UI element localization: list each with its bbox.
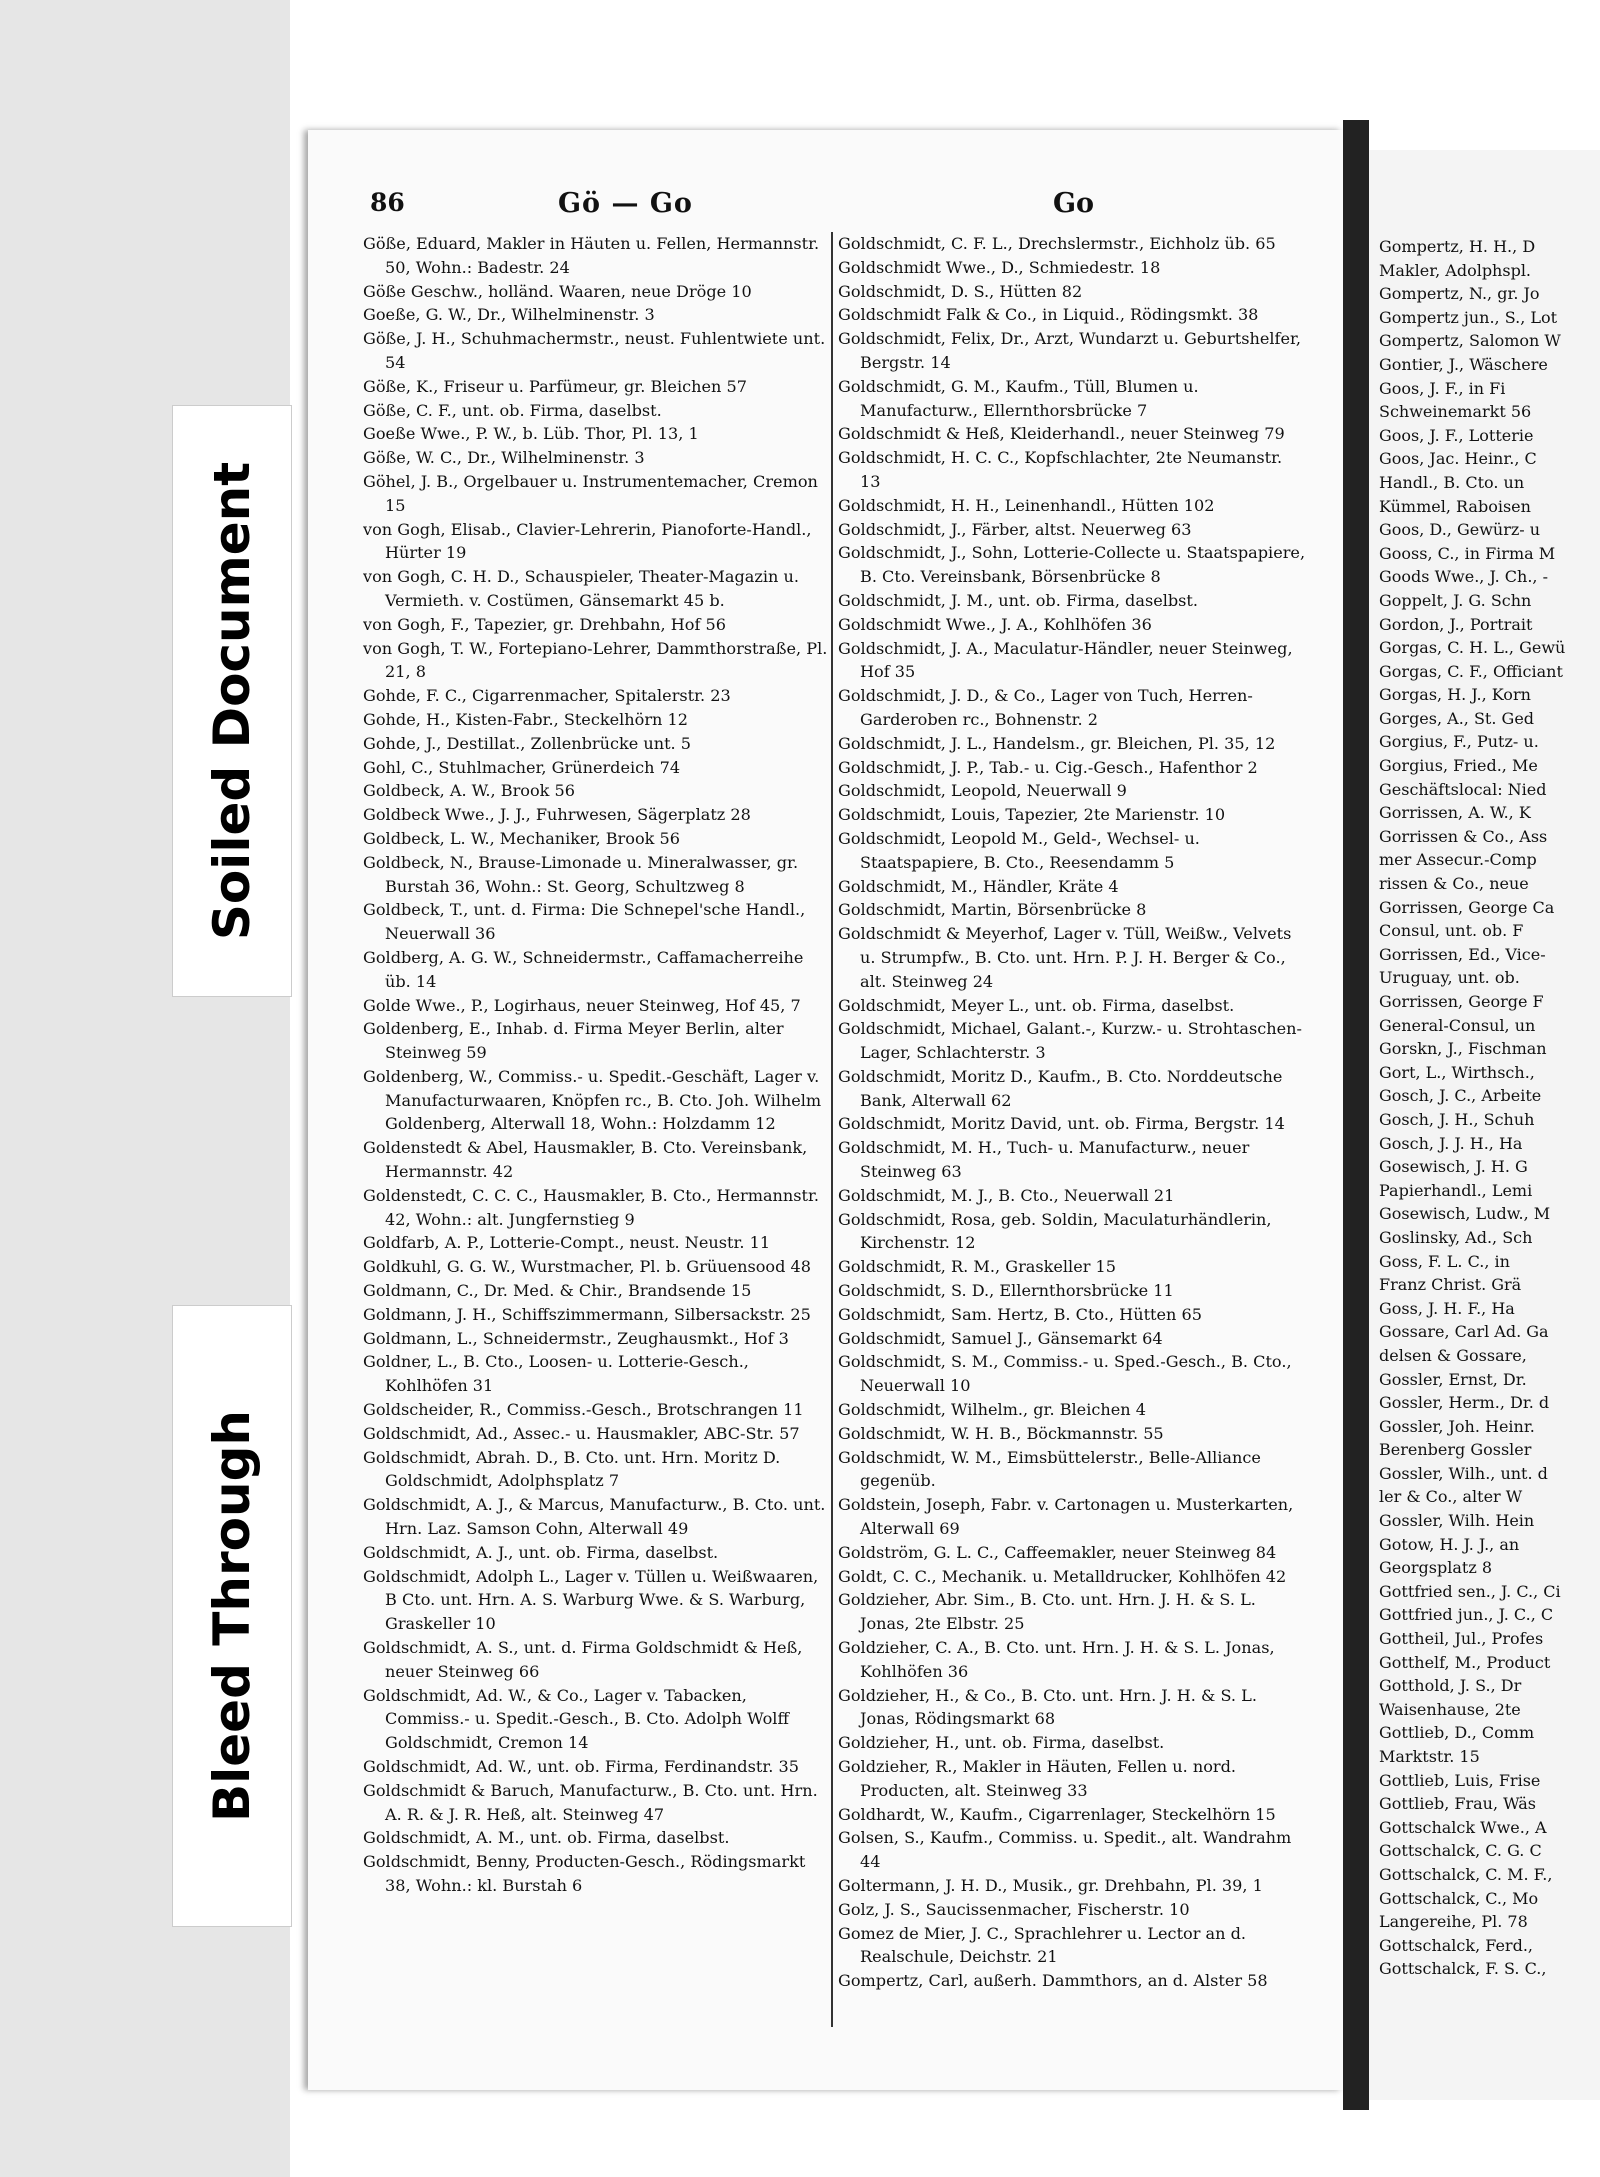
middle-column — [838, 232, 1306, 1993]
directory-entry: Goos, D., Gewürz- u — [1379, 520, 1541, 540]
directory-entry: von Gogh, F., Tapezier, gr. Drehbahn, Hof 56 — [363, 614, 727, 634]
directory-entry: Gosewisch, Ludw., M — [1379, 1204, 1551, 1224]
directory-entry: Golsen, S., Kaufm., Commiss. u. Spedit., alt. Wandrahm 44 — [838, 1828, 1292, 1872]
directory-entry: Goss, F. L. C., in — [1379, 1251, 1510, 1271]
directory-entry: Goldenstedt & Abel, Hausmakler, B. Cto. Vereinsbank, Hermannstr. 42 — [363, 1138, 808, 1182]
directory-entry: Goldzieher, H., unt. ob. Firma, daselbst. — [838, 1733, 1165, 1753]
directory-entry: delsen & Gossare, — [1379, 1345, 1527, 1365]
directory-entry: Goldt, C. C., Mechanik. u. Metalldrucker, Kohlhöfen 42 — [838, 1566, 1287, 1586]
directory-entry: Goldfarb, A. P., Lotterie-Compt., neust. Neustr. 11 — [363, 1233, 771, 1253]
directory-entry: Gottschalck Wwe., A — [1379, 1817, 1547, 1837]
directory-entry: Gotow, H. J. J., an — [1379, 1534, 1520, 1554]
directory-entry: Gohde, J., Destillat., Zollenbrücke unt. 5 — [363, 733, 692, 753]
directory-entry: Gorgius, F., Putz- u. — [1379, 732, 1539, 752]
directory-entry: Gorrissen, George Ca — [1379, 897, 1555, 917]
directory-entry: Langereihe, Pl. 78 — [1379, 1912, 1528, 1932]
directory-entry: Goldstein, Joseph, Fabr. v. Cartonagen u. Musterkarten, Alterwall 69 — [838, 1495, 1294, 1539]
directory-entry: Uruguay, unt. ob. — [1379, 968, 1520, 988]
directory-entry: Goos, J. F., Lotterie — [1379, 425, 1534, 445]
directory-entry: Goldbeck, N., Brause-Limonade u. Mineralwasser, gr. Burstah 36, Wohn.: St. Georg, Schultzweg 8 — [363, 852, 799, 896]
directory-entry: Goldner, L., B. Cto., Loosen- u. Lotterie-Gesch., Kohlhöfen 31 — [363, 1352, 749, 1396]
directory-entry: Gorgius, Fried., Me — [1379, 756, 1538, 776]
directory-entry: Goldenberg, E., Inhab. d. Firma Meyer Berlin, alter Steinweg 59 — [363, 1019, 784, 1063]
directory-entry: Gorrissen, Ed., Vice- — [1379, 944, 1546, 964]
directory-entry: Goos, J. F., in Fi — [1379, 378, 1506, 398]
directory-entry: Goldberg, A. G. W., Schneidermstr., Caffamacherreihe üb. 14 — [363, 947, 804, 991]
directory-entry: von Gogh, Elisab., Clavier-Lehrerin, Pianoforte-Handl., Hürter 19 — [363, 519, 812, 563]
directory-entry: Goldschmidt, S. M., Commiss.- u. Sped.-Gesch., B. Cto., Neuerwall 10 — [838, 1352, 1292, 1396]
directory-entry: Goldschmidt, Rosa, geb. Soldin, Maculaturhändlerin, Kirchenstr. 12 — [838, 1209, 1272, 1253]
directory-entry: Gosewisch, J. H. G — [1379, 1157, 1528, 1177]
directory-entry: Gordon, J., Portrait — [1379, 614, 1533, 634]
directory-entry: Gompertz jun., S., Lot — [1379, 307, 1558, 327]
directory-entry: Golz, J. S., Saucissenmacher, Fischerstr. 10 — [838, 1899, 1190, 1919]
directory-entry: rissen & Co., neue — [1379, 874, 1529, 894]
directory-entry: Gooss, C., in Firma M — [1379, 543, 1556, 563]
directory-page — [308, 130, 1343, 2090]
directory-entry: Gottschalck, C. G. C — [1379, 1841, 1542, 1861]
directory-entry: Goldzieher, Abr. Sim., B. Cto. unt. Hrn. J. H. & S. L. Jonas, 2te Elbstr. 25 — [838, 1590, 1256, 1634]
directory-entry: Goldschmidt, Meyer L., unt. ob. Firma, daselbst. — [838, 995, 1235, 1015]
directory-entry: Goldbeck, T., unt. d. Firma: Die Schnepel'sche Handl., Neuerwall 36 — [363, 900, 806, 944]
directory-entry: Göße, K., Friseur u. Parfümeur, gr. Bleichen 57 — [363, 376, 747, 396]
directory-entry: Goldschmidt, Wilhelm., gr. Bleichen 4 — [838, 1400, 1146, 1420]
directory-entry: Golde Wwe., P., Logirhaus, neuer Steinweg, Hof 45, 7 — [363, 995, 801, 1015]
directory-entry: Gossler, Herm., Dr. d — [1379, 1393, 1550, 1413]
directory-entry: Goldschmidt, H. C. C., Kopfschlachter, 2te Neumanstr. 13 — [838, 448, 1283, 491]
directory-entry: Goldenberg, W., Commiss.- u. Spedit.-Geschäft, Lager v. Manufacturwaaren, Knöpfen rc., B. Cto. Joh. Wilhelm Goldenberg, Alterwall 18, Wohn.: Holzdamm 12 — [363, 1066, 822, 1134]
directory-entry: Goldschmidt, A. J., unt. ob. Firma, daselbst. — [363, 1542, 719, 1562]
directory-entry: Goldschmidt, W. M., Eimsbüttelerstr., Belle-Alliance gegenüb. — [838, 1447, 1261, 1491]
directory-entry: Gorgas, C. F., Officiant — [1379, 661, 1563, 681]
directory-entry: Franz Christ. Grä — [1379, 1275, 1522, 1295]
facing-page-fragment — [1369, 150, 1600, 2100]
directory-entry: Göße, C. F., unt. ob. Firma, daselbst. — [363, 400, 662, 420]
column-divider — [831, 232, 833, 2027]
directory-entry: Goldschmidt Wwe., D., Schmiedestr. 18 — [838, 257, 1161, 277]
directory-entry: Gottheil, Jul., Profes — [1379, 1629, 1544, 1649]
directory-entry: Goldkuhl, G. G. W., Wurstmacher, Pl. b. Grüuensood 48 — [363, 1257, 811, 1277]
directory-entry: Goeße, G. W., Dr., Wilhelminenstr. 3 — [363, 305, 655, 325]
directory-entry: Goldschmidt Falk & Co., in Liquid., Rödingsmkt. 38 — [838, 305, 1259, 325]
bleed-through-text: Bleed Through — [203, 1410, 261, 1822]
directory-entry: Gottschalck, Ferd., — [1379, 1935, 1533, 1955]
directory-entry: Goldschmidt, D. S., Hütten 82 — [838, 281, 1083, 301]
directory-entry: Goldschmidt, M. H., Tuch- u. Manufacturw., neuer Steinweg 63 — [838, 1138, 1250, 1182]
directory-entry: Goldschmidt Wwe., J. A., Kohlhöfen 36 — [838, 614, 1152, 634]
directory-entry: Schweinemarkt 56 — [1379, 402, 1532, 422]
directory-entry: Goldschmidt, M., Händler, Kräte 4 — [838, 876, 1119, 896]
directory-entry: Gosch, J. C., Arbeite — [1379, 1086, 1542, 1106]
directory-entry: Goldschmidt, A. S., unt. d. Firma Goldschmidt & Heß, neuer Steinweg 66 — [363, 1638, 803, 1681]
directory-entry: Goldschmidt, Ad. W., unt. ob. Firma, Ferdinandstr. 35 — [363, 1757, 799, 1776]
directory-entry: Goldschmidt, Ad. W., & Co., Lager v. Tabacken, Commiss.- u. Spedit.-Gesch., B. Cto. Adolph Wolff Goldschmidt, Cremon 14 — [363, 1685, 789, 1753]
directory-entry: Gossler, Joh. Heinr. — [1379, 1416, 1535, 1436]
directory-entry: Goppelt, J. G. Schn — [1379, 590, 1532, 610]
running-head-left: Gö — Go — [558, 188, 693, 219]
directory-entry: Goldschmidt, S. D., Ellernthorsbrücke 11 — [838, 1281, 1174, 1301]
directory-entry: Gosch, J. J. H., Ha — [1379, 1133, 1523, 1153]
directory-entry: Gossler, Wilh., unt. d — [1379, 1463, 1548, 1483]
directory-entry: Geschäftslocal: Nied — [1379, 779, 1547, 799]
directory-entry: Gottschalck, F. S. C., — [1379, 1959, 1547, 1979]
directory-entry: Gohde, H., Kisten-Fabr., Steckelhörn 12 — [363, 709, 688, 729]
directory-entry: Goldschmidt, Louis, Tapezier, 2te Marienstr. 10 — [838, 805, 1226, 825]
page-header — [308, 188, 1343, 222]
directory-entry: Gotthelf, M., Product — [1379, 1652, 1551, 1672]
directory-entry: Goldschmidt, Felix, Dr., Arzt, Wundarzt u. Geburtshelfer, Bergstr. 14 — [838, 329, 1302, 372]
directory-entry: Goldschmidt, Ad., Assec.- u. Hausmakler, ABC-Str. 57 — [363, 1423, 800, 1443]
directory-entry: Berenberg Gossler — [1379, 1440, 1532, 1460]
directory-entry: Gohl, C., Stuhlmacher, Grünerdeich 74 — [363, 757, 681, 777]
directory-entry: Goldscheider, R., Commiss.-Gesch., Brotschrangen 11 — [363, 1400, 804, 1420]
directory-entry: Gompertz, H. H., D — [1379, 237, 1536, 256]
directory-entry: Waisenhause, 2te — [1379, 1699, 1521, 1719]
directory-entry: Gort, L., Wirthsch., — [1379, 1062, 1535, 1082]
directory-entry: Goldzieher, R., Makler in Häuten, Fellen u. nord. Producten, alt. Steinweg 33 — [838, 1757, 1237, 1800]
directory-entry: Gorrissen, George F — [1379, 992, 1544, 1011]
directory-entry: Göße Geschw., holländ. Waaren, neue Dröge 10 — [363, 281, 752, 301]
directory-entry: Gossare, Carl Ad. Ga — [1379, 1322, 1549, 1342]
directory-entry: Goslinsky, Ad., Sch — [1379, 1227, 1533, 1247]
directory-entry: Goldschmidt, G. M., Kaufm., Tüll, Blumen u. Manufacturw., Ellernthorsbrücke 7 — [838, 376, 1199, 420]
directory-entry: Gorgas, C. H. L., Gewü — [1379, 638, 1566, 658]
directory-entry: Goldschmidt, Moritz D., Kaufm., B. Cto. Norddeutsche Bank, Alterwall 62 — [838, 1066, 1283, 1110]
directory-entry: Goldschmidt, J. P., Tab.- u. Cig.-Gesch., Hafenthor 2 — [838, 757, 1258, 777]
directory-entry: Gottfried jun., J. C., C — [1379, 1605, 1554, 1625]
directory-entry: Goldschmidt, C. F. L., Drechslermstr., Eichholz üb. 65 — [838, 234, 1276, 253]
directory-entry: Goss, J. H. F., Ha — [1379, 1298, 1515, 1318]
directory-entry: Goldschmidt, J. M., unt. ob. Firma, daselbst. — [838, 590, 1199, 610]
directory-entry: Papierhandl., Lemi — [1379, 1180, 1533, 1200]
directory-entry: Goldschmidt, Martin, Börsenbrücke 8 — [838, 900, 1147, 920]
directory-entry: Gossler, Ernst, Dr. — [1379, 1369, 1527, 1389]
directory-entry: Goldschmidt, R. M., Graskeller 15 — [838, 1257, 1117, 1277]
directory-entry: Gorrissen & Co., Ass — [1379, 826, 1548, 846]
directory-entry: Goldschmidt, H. H., Leinenhandl., Hütten 102 — [838, 495, 1215, 515]
directory-entry: Gompertz, N., gr. Jo — [1379, 284, 1540, 304]
directory-entry: Goldschmidt, J., Färber, altst. Neuerweg 63 — [838, 519, 1192, 539]
directory-entry: Gomez de Mier, J. C., Sprachlehrer u. Lector an d. Realschule, Deichstr. 21 — [838, 1923, 1247, 1967]
directory-entry: Gottlieb, Frau, Wäs — [1379, 1794, 1536, 1814]
directory-entry: Goldschmidt, Michael, Galant.-, Kurzw.- u. Strohtaschen-Lager, Schlachterstr. 3 — [838, 1019, 1302, 1063]
directory-entry: Gorges, A., St. Ged — [1379, 708, 1535, 728]
running-head-right: Go — [1053, 188, 1095, 219]
directory-entry: Goldschmidt, J. L., Handelsm., gr. Bleichen, Pl. 35, 12 — [838, 733, 1276, 753]
directory-entry: Georgsplatz 8 — [1379, 1558, 1493, 1578]
directory-entry: Goldschmidt, A. M., unt. ob. Firma, daselbst. — [363, 1828, 730, 1848]
directory-entry: Gotthold, J. S., Dr — [1379, 1676, 1522, 1696]
directory-entry: Gorskn, J., Fischman — [1379, 1039, 1547, 1059]
directory-entry: Goldschmidt, Adolph L., Lager v. Tüllen u. Weißwaaren, B Cto. unt. Hrn. A. S. Warburg Wwe. & S. Warburg, Graskeller 10 — [363, 1566, 819, 1634]
directory-entry: Goldschmidt, W. H. B., Böckmannstr. 55 — [838, 1423, 1164, 1443]
directory-entry: Goldschmidt & Heß, Kleiderhandl., neuer Steinweg 79 — [838, 424, 1285, 444]
directory-entry: Goeße Wwe., P. W., b. Lüb. Thor, Pl. 13, 1 — [363, 424, 699, 444]
directory-entry: Goldmann, L., Schneidermstr., Zeughausmkt., Hof 3 — [363, 1328, 789, 1348]
directory-entry: Goods Wwe., J. Ch., - — [1379, 567, 1549, 587]
directory-entry: General-Consul, un — [1379, 1015, 1536, 1035]
directory-entry: Goldschmidt, Samuel J., Gänsemarkt 64 — [838, 1328, 1163, 1348]
directory-entry: Goldschmidt, Sam. Hertz, B. Cto., Hütten 65 — [838, 1304, 1202, 1324]
directory-entry: Goldschmidt, Leopold, Neuerwall 9 — [838, 781, 1127, 801]
directory-entry: Goltermann, J. H. D., Musik., gr. Drehbahn, Pl. 39, 1 — [838, 1875, 1263, 1895]
directory-entry: Gompertz, Salomon W — [1379, 331, 1561, 351]
directory-entry: Goldschmidt, Leopold M., Geld-, Wechsel- u. Staatspapiere, B. Cto., Reesendamm 5 — [838, 828, 1200, 872]
directory-entry: Kümmel, Raboisen — [1379, 496, 1531, 516]
directory-entry: von Gogh, C. H. D., Schauspieler, Theater-Magazin u. Vermieth. v. Costümen, Gänsemarkt 45 b. — [363, 567, 799, 610]
directory-entry: Goldenstedt, C. C. C., Hausmakler, B. Cto., Hermannstr. 42, Wohn.: alt. Jungfernstieg 9 — [363, 1185, 820, 1229]
directory-entry: Gohde, F. C., Cigarrenmacher, Spitalerstr. 23 — [363, 686, 731, 706]
directory-entry: Goldschmidt, Benny, Producten-Gesch., Rödingsmarkt 38, Wohn.: kl. Burstah 6 — [363, 1852, 806, 1895]
directory-entry: Gossler, Wilh. Hein — [1379, 1511, 1535, 1531]
directory-entry: Goldbeck Wwe., J. J., Fuhrwesen, Sägerplatz 28 — [363, 805, 751, 825]
directory-entry: Gorgas, H. J., Korn — [1379, 685, 1531, 705]
directory-entry: Göhel, J. B., Orgelbauer u. Instrumentemacher, Cremon 15 — [363, 471, 818, 515]
directory-entry: Goldhardt, W., Kaufm., Cigarrenlager, Steckelhörn 15 — [838, 1804, 1276, 1824]
directory-entry: von Gogh, T. W., Fortepiano-Lehrer, Dammthorstraße, Pl. 21, 8 — [363, 638, 828, 682]
directory-entry: ler & Co., alter W — [1379, 1487, 1523, 1507]
directory-entry: Gosch, J. H., Schuh — [1379, 1109, 1535, 1129]
directory-entry: Goldbeck, A. W., Brook 56 — [363, 781, 575, 801]
directory-entry: Goldzieher, C. A., B. Cto. unt. Hrn. J. H. & S. L. Jonas, Kohlhöfen 36 — [838, 1638, 1275, 1681]
directory-entry: Goldschmidt, Moritz David, unt. ob. Firma, Bergstr. 14 — [838, 1114, 1285, 1134]
directory-entry: Gompertz, Carl, außerh. Dammthors, an d. Alster 58 — [838, 1971, 1268, 1991]
directory-entry: Goldström, G. L. C., Caffeemakler, neuer Steinweg 84 — [838, 1542, 1277, 1562]
directory-entry: Handl., B. Cto. un — [1379, 472, 1525, 492]
directory-entry: Goldzieher, H., & Co., B. Cto. unt. Hrn. J. H. & S. L. Jonas, Rödingsmarkt 68 — [838, 1685, 1257, 1729]
book-gutter — [1343, 120, 1369, 2110]
soiled-document-label — [172, 405, 292, 997]
directory-entry: Marktstr. 15 — [1379, 1747, 1480, 1766]
directory-entry: Goldmann, C., Dr. Med. & Chir., Brandsende 15 — [363, 1281, 752, 1301]
directory-entry: Gottschalck, C., Mo — [1379, 1888, 1539, 1908]
bleed-through-label — [172, 1305, 292, 1927]
directory-entry: mer Assecur.-Comp — [1379, 850, 1537, 870]
directory-entry: Consul, unt. ob. F — [1379, 921, 1524, 941]
directory-entry: Goldschmidt, J. D., & Co., Lager von Tuch, Herren-Garderoben rc., Bohnenstr. 2 — [838, 686, 1253, 729]
directory-entry: Goldschmidt & Baruch, Manufacturw., B. Cto. unt. Hrn. A. R. & J. R. Heß, alt. Steinweg 47 — [363, 1780, 818, 1824]
directory-entry: Makler, Adolphspl. — [1379, 260, 1532, 280]
left-column — [363, 232, 831, 1898]
directory-entry: Goldschmidt, Abrah. D., B. Cto. unt. Hrn. Moritz D. Goldschmidt, Adolphsplatz 7 — [363, 1447, 781, 1491]
directory-entry: Goldschmidt, M. J., B. Cto., Neuerwall 21 — [838, 1185, 1175, 1205]
directory-entry: Göße, W. C., Dr., Wilhelminenstr. 3 — [363, 448, 645, 468]
directory-entry: Göße, J. H., Schuhmachermstr., neust. Fuhlentwiete unt. 54 — [363, 329, 826, 372]
directory-entry: Gorrissen, A. W., K — [1379, 803, 1531, 823]
directory-entry: Goldbeck, L. W., Mechaniker, Brook 56 — [363, 828, 680, 848]
directory-entry: Goldschmidt & Meyerhof, Lager v. Tüll, Weißw., Velvets u. Strumpfw., B. Cto. unt. Hrn. P. J. H. Berger & Co., alt. Steinweg 24 — [838, 924, 1292, 991]
directory-entry: Gontier, J., Wäschere — [1379, 354, 1548, 374]
right-column — [1379, 235, 1600, 1981]
directory-entry: Gottlieb, Luis, Frise — [1379, 1770, 1541, 1790]
directory-entry: Goos, Jac. Heinr., C — [1379, 449, 1537, 469]
directory-entry: Gottschalck, C. M. F., — [1379, 1864, 1553, 1884]
directory-entry: Gottfried sen., J. C., Ci — [1379, 1581, 1561, 1601]
directory-entry: Göße, Eduard, Makler in Häuten u. Fellen, Hermannstr. 50, Wohn.: Badestr. 24 — [363, 234, 820, 277]
page-number: 86 — [370, 188, 405, 217]
directory-entry: Goldschmidt, J., Sohn, Lotterie-Collecte u. Staatspapiere, B. Cto. Vereinsbank, Börsenbrücke 8 — [838, 543, 1306, 587]
directory-entry: Goldschmidt, J. A., Maculatur-Händler, neuer Steinweg, Hof 35 — [838, 638, 1293, 682]
directory-entry: Goldmann, J. H., Schiffszimmermann, Silbersackstr. 25 — [363, 1304, 811, 1324]
directory-entry: Goldschmidt, A. J., & Marcus, Manufacturw., B. Cto. unt. Hrn. Laz. Samson Cohn, Alterwall 49 — [363, 1495, 826, 1539]
directory-entry: Gottlieb, D., Comm — [1379, 1723, 1535, 1743]
soiled-document-text: Soiled Document — [203, 461, 262, 941]
